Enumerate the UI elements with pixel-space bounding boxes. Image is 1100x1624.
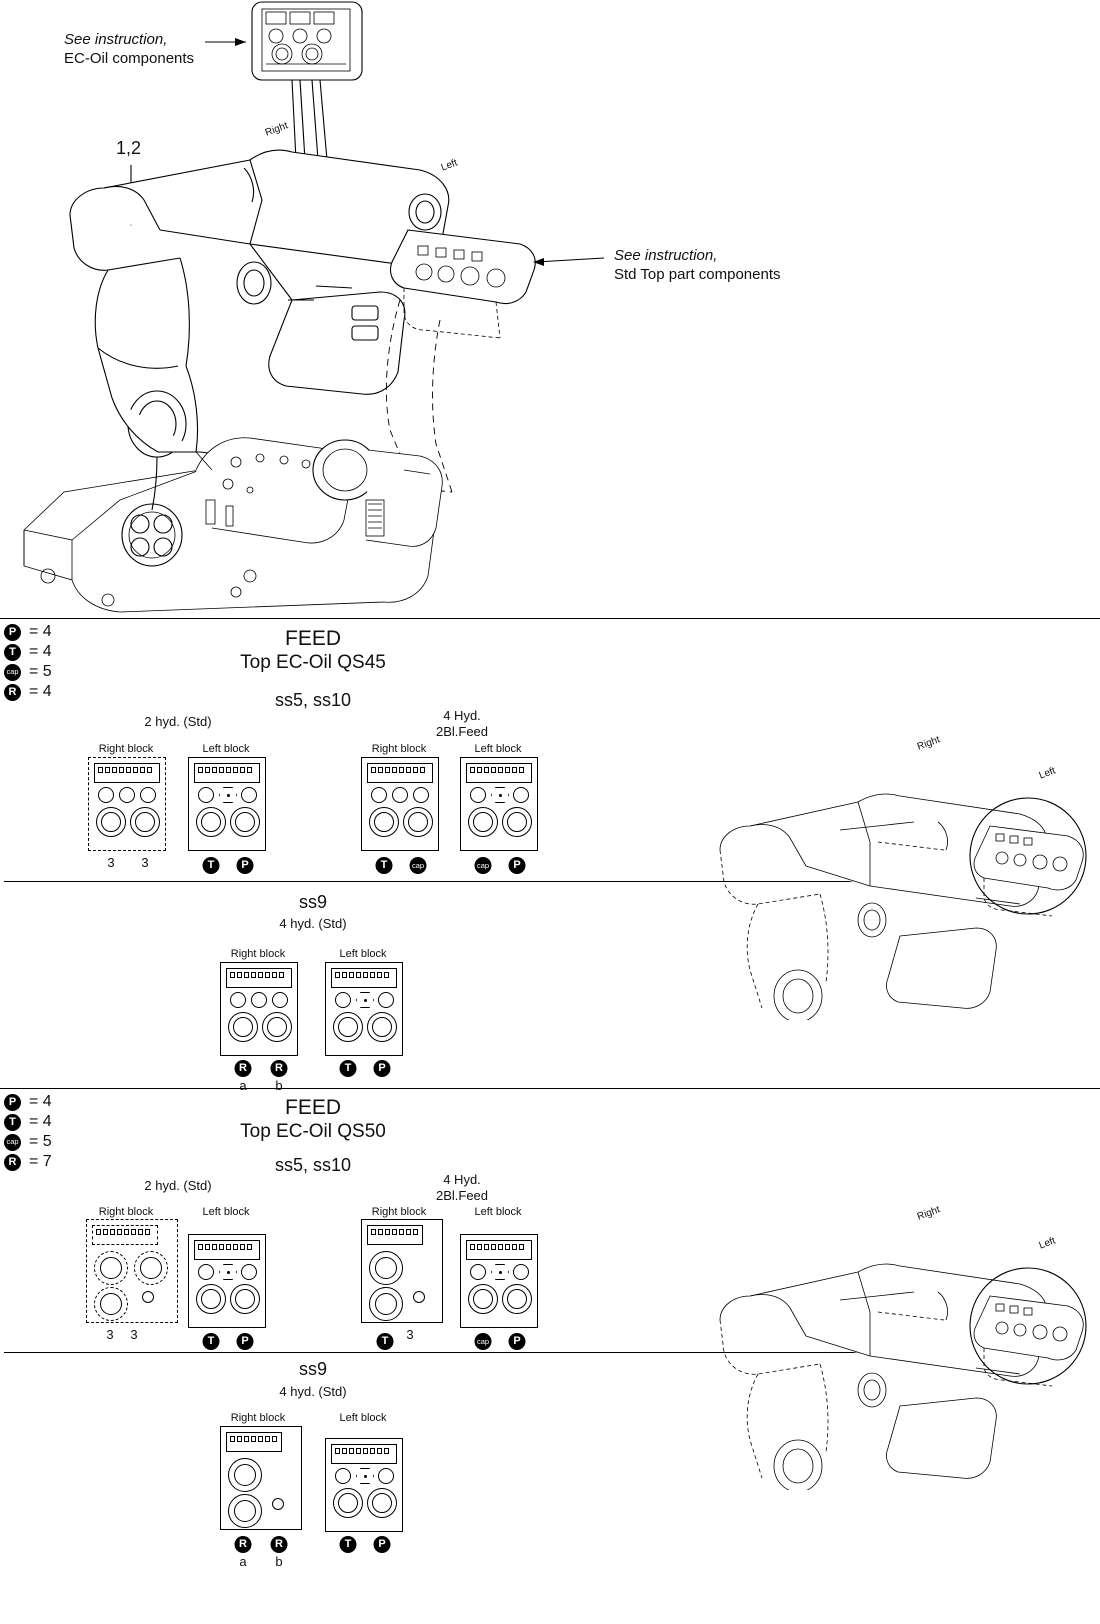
qs45-group2-label: 4 Hyd. xyxy=(443,708,481,723)
legend2-p-value: = 4 xyxy=(29,1093,52,1110)
qs50-b-block-right xyxy=(220,1426,302,1530)
qs45-b-b2-name: Left block xyxy=(339,948,387,960)
legend2-row-r xyxy=(4,1152,52,1172)
badge-p-icon: P xyxy=(4,624,21,641)
qs45-variant-b-sub: 4 hyd. (Std) xyxy=(279,916,347,931)
callout-ec-oil-line2: EC-Oil components xyxy=(64,50,195,67)
qs45-a-b2-port1: T xyxy=(203,855,220,874)
rotator-assembly xyxy=(24,438,442,612)
legend2-t-value: = 4 xyxy=(29,1113,52,1130)
section-qs45-subtitle: Top EC-Oil QS45 xyxy=(240,652,386,673)
qs50-b-b2-name: Left block xyxy=(339,1412,387,1424)
legend-row-cap xyxy=(4,662,52,682)
qs50-b-b1-sub2: b xyxy=(275,1554,283,1569)
qs50-variant-b-sub: 4 hyd. (Std) xyxy=(279,1384,347,1399)
qs50-b-b1-sub1: a xyxy=(239,1554,247,1569)
main-assembly-illustration xyxy=(0,0,1100,615)
section-divider-2 xyxy=(0,1088,1100,1089)
qs50-a-b3-port1: T xyxy=(377,1331,394,1350)
qs45-a-b1-port1: 3 xyxy=(107,855,115,870)
qs45-b-block-right xyxy=(220,962,298,1056)
qs45-group2-label2: 2Bl.Feed xyxy=(435,724,489,739)
qs45-b-b1-sub1: a xyxy=(239,1078,247,1093)
badge-cap-icon: cap xyxy=(4,664,21,681)
qs45-b-b2-port1: T xyxy=(340,1058,357,1077)
qs50-a-b1-port2: 3 xyxy=(130,1327,138,1342)
qs45-a-b3-port1: T xyxy=(376,855,393,874)
qs45-variant-b-heading: ss9 xyxy=(298,892,328,912)
left-bracket xyxy=(386,194,535,492)
legend-p-value: = 4 xyxy=(29,623,52,640)
qs45-a-block-left xyxy=(188,757,266,851)
qs50-a-b2-port2: P xyxy=(237,1331,254,1350)
badge-r-icon: R xyxy=(4,684,21,701)
qs45-a-b3-port2: cap xyxy=(410,855,427,874)
qs45-b-b1-port2: R xyxy=(271,1058,288,1077)
qs50-b-b1-name: Right block xyxy=(230,1412,286,1424)
ec-oil-component-detail xyxy=(252,2,362,80)
qs45-a-b2-port2: P xyxy=(237,855,254,874)
section-divider-1 xyxy=(0,618,1100,619)
qs50-a-block-right-2 xyxy=(361,1219,443,1323)
qs50-a-b3-name: Right block xyxy=(371,1206,427,1218)
callout-std-top xyxy=(614,246,781,284)
legend-qs50 xyxy=(4,1092,52,1172)
qs50-a-block-left-2 xyxy=(460,1234,538,1328)
qs50-group2-label2: 2Bl.Feed xyxy=(435,1188,489,1203)
qs45-b-b2-port2: P xyxy=(374,1058,391,1077)
section-qs50-subtitle: Top EC-Oil QS50 xyxy=(240,1121,386,1142)
qs45-b-b1-sub2: b xyxy=(275,1078,283,1093)
section-qs45-title: FEED xyxy=(284,627,342,650)
qs50-a-block-left xyxy=(188,1234,266,1328)
qs50-a-b1-name: Right block xyxy=(98,1206,154,1218)
qs45-label-left: Left xyxy=(1037,765,1058,782)
legend-cap-value: = 5 xyxy=(29,663,52,680)
qs45-a-block-right-2 xyxy=(361,757,439,851)
qs50-b-b1-port2: R xyxy=(271,1534,288,1553)
badge-t-icon: T xyxy=(4,644,21,661)
legend-row-p xyxy=(4,622,52,642)
qs45-group1-label: 2 hyd. (Std) xyxy=(144,714,212,729)
qs50-a-b3-port2: 3 xyxy=(406,1327,414,1342)
qs50-b-block-left xyxy=(325,1438,403,1532)
legend-r-value: = 4 xyxy=(29,683,52,700)
callout-ec-oil xyxy=(64,30,194,68)
qs50-group1-label: 2 hyd. (Std) xyxy=(144,1178,212,1193)
qs45-a-b4-port2: P xyxy=(509,855,526,874)
legend2-row-p xyxy=(4,1092,52,1112)
qs45-b-b1-name: Right block xyxy=(230,948,286,960)
legend-qs45 xyxy=(4,622,52,702)
qs45-machine-illustration xyxy=(690,730,1090,1020)
qs45-a-b2-name: Left block xyxy=(202,743,250,755)
badge-p-icon-2: P xyxy=(4,1094,21,1111)
label-right-top: Right xyxy=(263,120,290,139)
qs50-b-b1-port1: R xyxy=(235,1534,252,1553)
section-qs50-variant-a-heading: ss5, ss10 xyxy=(274,1155,352,1175)
qs50-machine-illustration xyxy=(690,1200,1090,1490)
qs45-a-b4-name: Left block xyxy=(474,743,522,755)
section-qs50-title: FEED xyxy=(284,1096,342,1119)
qs50-b-b2-port1: T xyxy=(340,1534,357,1553)
badge-r-icon-2: R xyxy=(4,1154,21,1171)
item-number-label: 1,2 xyxy=(116,138,142,158)
qs50-a-b2-name: Left block xyxy=(202,1206,250,1218)
qs45-a-b3-name: Right block xyxy=(371,743,427,755)
badge-t-icon-2: T xyxy=(4,1114,21,1131)
qs50-b-b2-port2: P xyxy=(374,1534,391,1553)
qs45-label-right: Right xyxy=(915,734,942,753)
callout-std-top-line1: See instruction, xyxy=(614,247,718,264)
qs50-a-b4-port2: P xyxy=(509,1331,526,1350)
qs50-label-left: Left xyxy=(1037,1235,1058,1252)
qs45-a-block-left-2 xyxy=(460,757,538,851)
top-frame xyxy=(70,150,449,460)
legend2-row-t xyxy=(4,1112,52,1132)
qs50-label-right: Right xyxy=(915,1204,942,1223)
qs50-a-b4-name: Left block xyxy=(474,1206,522,1218)
qs45-a-b1-port2: 3 xyxy=(141,855,149,870)
qs50-variant-b-heading: ss9 xyxy=(298,1359,328,1379)
qs50-a-b4-port1: cap xyxy=(475,1331,492,1350)
section-qs45-variant-a-heading: ss5, ss10 xyxy=(274,690,352,710)
qs50-a-block-right xyxy=(86,1219,178,1323)
qs45-b-b1-port1: R xyxy=(235,1058,252,1077)
legend-t-value: = 4 xyxy=(29,643,52,660)
label-left-top: Left xyxy=(439,157,460,174)
callout-ec-oil-line1: See instruction, xyxy=(64,31,168,48)
legend2-cap-value: = 5 xyxy=(29,1133,52,1150)
badge-cap-icon-2: cap xyxy=(4,1134,21,1151)
qs50-a-b2-port1: T xyxy=(203,1331,220,1350)
qs45-a-b4-port1: cap xyxy=(475,855,492,874)
callout-std-top-line2: Std Top part components xyxy=(614,266,781,283)
legend-row-t xyxy=(4,642,52,662)
qs50-group2-label: 4 Hyd. xyxy=(443,1172,481,1187)
legend2-row-cap xyxy=(4,1132,52,1152)
qs45-a-block-right xyxy=(88,757,166,851)
legend-row-r xyxy=(4,682,52,702)
qs50-a-b1-port1: 3 xyxy=(106,1327,114,1342)
qs45-a-b1-name: Right block xyxy=(98,743,154,755)
qs45-b-block-left xyxy=(325,962,403,1056)
legend2-r-value: = 7 xyxy=(29,1153,52,1170)
